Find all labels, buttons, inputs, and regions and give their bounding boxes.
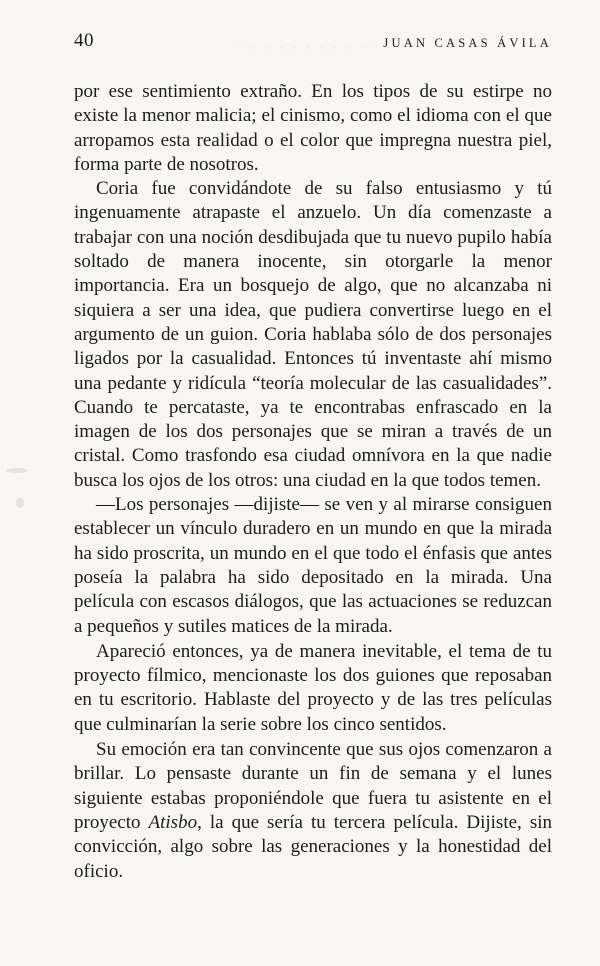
running-header-author: JUAN CASAS ÁVILA (383, 36, 552, 50)
paragraph-text: Su emoción era tan convincente que sus ojos comenzaron a brillar. Lo pensaste durante un fin de semana y el lunes siguiente estabas proponiéndole que fuera tu asistente en el proyecto (74, 739, 552, 833)
paragraph: por ese sentimiento extraño. En los tipos de su estirpe no existe la menor malicia; el cinismo, como el idioma con el que arropamos esta realidad o el color que impregna nuestra piel, forma parte de nosotros. (74, 81, 552, 175)
body-text (74, 80, 552, 884)
paragraph-text: , la que sería tu tercera película. Dijiste, sin convicción, algo sobre las generaciones y la honestidad del oficio. (74, 811, 552, 882)
paper-speck (16, 498, 24, 508)
film-title: Atisbo (148, 811, 198, 833)
paragraph: Coria fue convidándote de su falso entusiasmo y tú ingenuamente atrapaste el anzuelo. Un día comenzaste a trabajar con una noción desdibujada que tu nuevo pupilo había soltado de manera inocente, sin otorgarle la menor importancia. Era un bosquejo de algo, que no alcanzaba ni siquiera a ser una idea, que pudiera convertirse luego en el argumento de un guion. Coria hablaba sólo de dos personajes ligados por la casualidad. Entonces tú inventaste ahí mismo una pedante y ridícula “teoría molecular de las casualidades”. Cuando te percataste, ya te encontrabas enfrascado en la imagen de los dos personajes que se miran a través de un cristal. Como trasfondo esa ciudad omnívora en la que nadie busca los ojos de los otros: una ciudad en la que todos temen. (74, 178, 552, 491)
bleed-through-text: · · · · · · · · · · · (238, 40, 382, 55)
paragraph: Apareció entonces, ya de manera inevitable, el tema de tu proyecto fílmico, mencionaste los dos guiones que reposaban en tu escritorio. Hablaste del proyecto y de las tres películas que culminarían la serie sobre los cinco sentidos. (74, 640, 552, 735)
paper-speck (6, 468, 28, 473)
page-number: 40 (74, 30, 94, 51)
paragraph (74, 738, 552, 884)
paragraph: —Los personajes —dijiste— se ven y al mirarse consiguen establecer un vínculo duradero en un mundo en que la mirada ha sido proscrita, un mundo en el que todo el énfasis que antes poseía la palabra ha sido depositado en la mirada. Una película con escasos diálogos, que las actuaciones se reduzcan a pequeños y sutiles matices de la mirada. (74, 494, 552, 637)
